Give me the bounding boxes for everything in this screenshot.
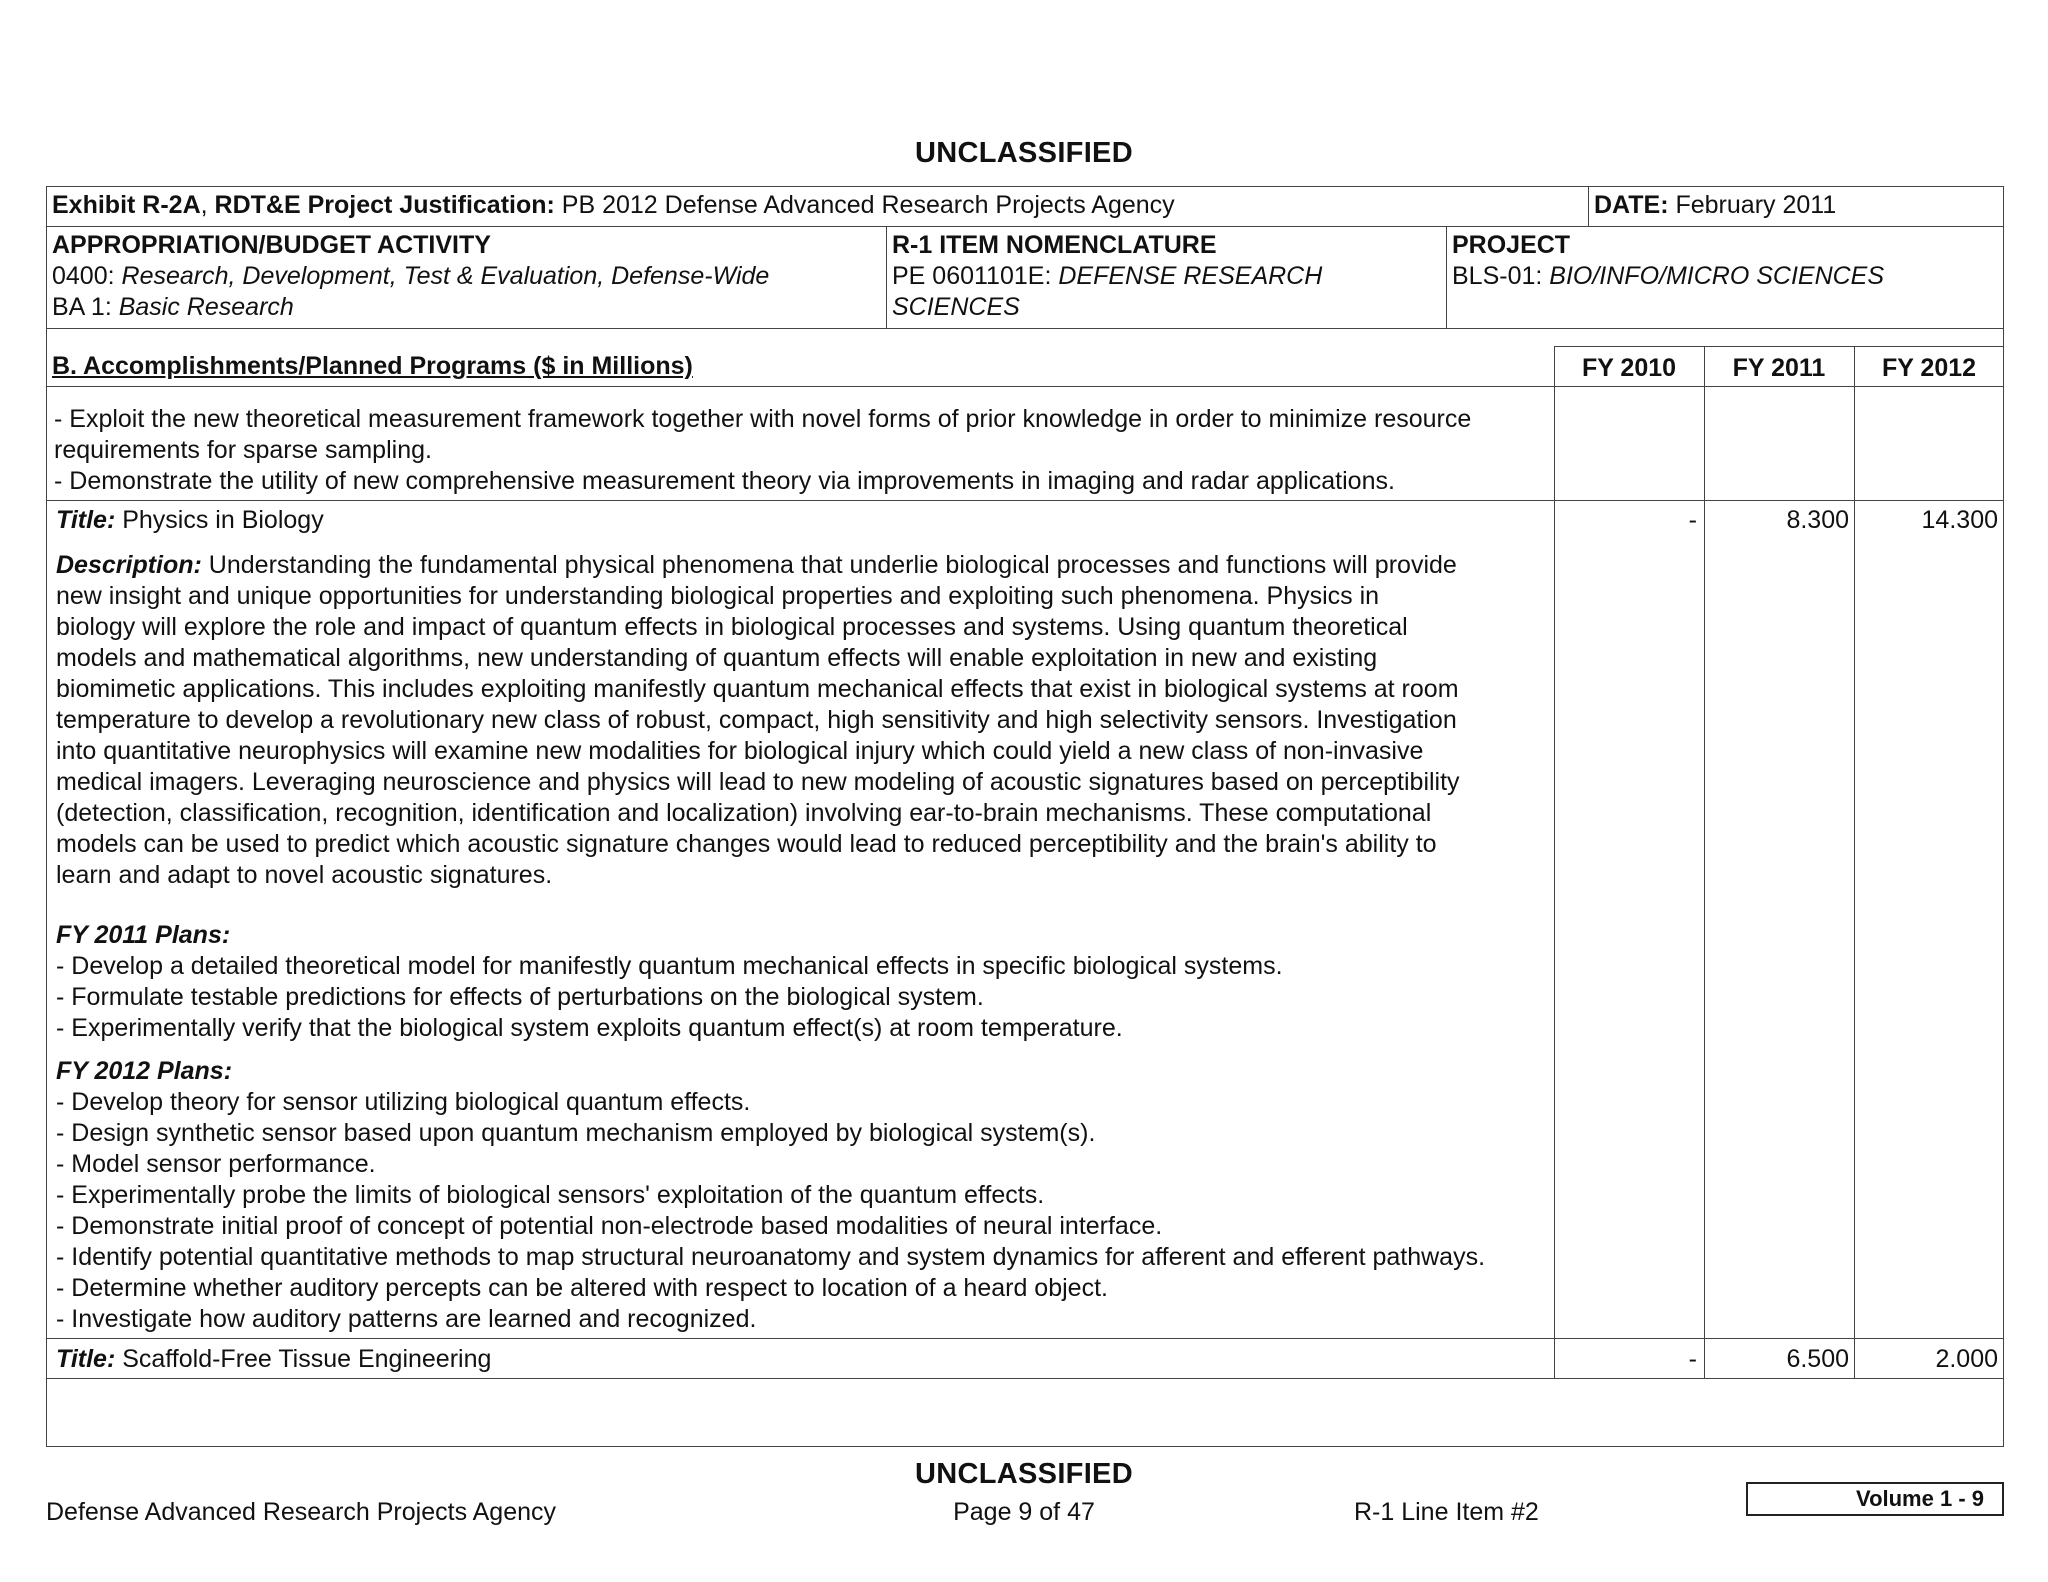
exhibit-title: Exhibit R-2A, RDT&E Project Justification: PB 2012 Defense Advanced Research Projects Agency [52, 191, 1175, 219]
appropriation-cell: APPROPRIATION/BUDGET ACTIVITY 0400: Research, Development, Test & Evaluation, Defense-Wide BA 1: Basic Research [52, 230, 882, 323]
fy2012-plans [56, 1056, 1552, 1335]
item2-title-value: Scaffold-Free Tissue Engineering [115, 1345, 492, 1373]
continuation-line: - Exploit the new theoretical measurement framework together with novel forms of prior knowledge in order to minimize resource [54, 405, 1472, 433]
plan-item: - Determine whether auditory percepts can be altered with respect to location of a heard object. [56, 1274, 1108, 1302]
classification-footer: UNCLASSIFIED [915, 1458, 1133, 1490]
item2-fy2010-value: - [1688, 1345, 1697, 1373]
plan-item: - Experimentally verify that the biological system exploits quantum effect(s) at room temperature. [56, 1014, 1123, 1042]
continuation-line: requirements for sparse sampling. [54, 436, 432, 464]
nomenclature-value: DEFENSE RESEARCH [1058, 262, 1323, 290]
exhibit-label: Exhibit R-2A [52, 191, 201, 219]
item2-fy2011-value: 6.500 [1786, 1345, 1849, 1373]
classification-header: UNCLASSIFIED [915, 137, 1133, 169]
fy2011-plans-label: FY 2011 Plans: [56, 921, 231, 949]
volume-badge: Volume 1 - 9 [1746, 1482, 2004, 1516]
item2-title: Title: Scaffold-Free Tissue Engineering [56, 1345, 492, 1373]
plan-item: - Model sensor performance. [56, 1150, 376, 1178]
item2-fy2012-value: 2.000 [1935, 1345, 1998, 1373]
plan-item: - Develop a detailed theoretical model for manifestly quantum mechanical effects in specific biological systems. [56, 952, 1283, 980]
appropriation-label: APPROPRIATION/BUDGET ACTIVITY [52, 231, 491, 259]
plan-item: - Identify potential quantitative methods to map structural neuroanatomy and system dynamics for afferent and efferent pathways. [56, 1243, 1486, 1271]
section-title: B. Accomplishments/Planned Programs ($ in Millions) [52, 352, 693, 380]
footer-page-number: Page 9 of 47 [953, 1498, 1095, 1526]
plan-item: - Investigate how auditory patterns are learned and recognized. [56, 1305, 757, 1333]
project-value: BIO/INFO/MICRO SCIENCES [1549, 262, 1885, 290]
fy2012-plans-label: FY 2012 Plans: [56, 1057, 233, 1085]
item1-fy2010-value: - [1688, 506, 1697, 534]
item1-title: Title: Physics in Biology [56, 506, 324, 534]
footer-agency: Defense Advanced Research Projects Agency [46, 1498, 557, 1526]
date-value: February 2011 [1668, 191, 1837, 219]
item1-title-value: Physics in Biology [115, 506, 324, 534]
description-label: Description: [56, 551, 202, 579]
project-cell: PROJECT BLS-01: BIO/INFO/MICRO SCIENCES [1452, 230, 1997, 292]
nomenclature-label: R-1 ITEM NOMENCLATURE [892, 231, 1217, 259]
plan-item: - Design synthetic sensor based upon quantum mechanism employed by biological system(s). [56, 1119, 1096, 1147]
footer-line-item: R-1 Line Item #2 [1354, 1498, 1539, 1526]
nomenclature-cell: R-1 ITEM NOMENCLATURE PE 0601101E: DEFENSE RESEARCH SCIENCES [892, 230, 1442, 323]
item1-fy2012-value: 14.300 [1921, 506, 1998, 534]
justification-value: PB 2012 Defense Advanced Research Projects Agency [554, 191, 1175, 219]
column-header-fy2012: FY 2012 [1881, 354, 1977, 382]
justification-label: RDT&E Project Justification: [214, 191, 555, 219]
continuation-line: - Demonstrate the utility of new comprehensive measurement theory via improvements in imaging and radar applications. [54, 467, 1395, 495]
date-field [1594, 190, 1994, 221]
appropriation-value: Research, Development, Test & Evaluation, Defense-Wide [121, 262, 770, 290]
project-label: PROJECT [1452, 231, 1571, 259]
continuation-text [54, 404, 1550, 497]
plan-item: - Experimentally probe the limits of biological sensors' exploitation of the quantum effects. [56, 1181, 1045, 1209]
plan-item: - Demonstrate initial proof of concept of potential non-electrode based modalities of neural interface. [56, 1212, 1163, 1240]
budget-activity-value: Basic Research [118, 293, 294, 321]
item1-description: Description: Understanding the fundamental physical phenomena that underlie biological processes and functions will provide new insight and unique opportunities for understanding biological properties and exploiting such phenomena. Physics in biology will explore the role and impact of quantum effects in biological processes and systems. Using quantum theoretical models and mathematical algorithms, new understanding of quantum effects will enable exploitation in new and existing biomimetic applications. This includes exploiting manifestly quantum mechanical effects that exist in biological systems at room temperature to develop a revolutionary new class of robust, compact, high sensitivity and high selectivity sensors. Investigation into quantitative neurophysics will examine new modalities for biological injury which could yield a new class of non-invasive medical imagers. Leveraging neuroscience and physics will lead to new modeling of acoustic signatures based on perceptibility (detection, classification, recognition, identification and localization) involving ear-to-brain mechanisms. These computational models can be used to predict which acoustic signature changes would lead to reduced perceptibility and the brain's ability to learn and adapt to novel acoustic signatures. [56, 551, 1460, 889]
date-label: DATE: [1594, 191, 1669, 219]
plan-item: - Develop theory for sensor utilizing biological quantum effects. [56, 1088, 751, 1116]
fy2011-plans [56, 920, 1552, 1044]
plan-item: - Formulate testable predictions for effects of perturbations on the biological system. [56, 983, 984, 1011]
column-header-fy2011: FY 2011 [1732, 354, 1826, 382]
item1-fy2011-value: 8.300 [1786, 506, 1849, 534]
column-header-fy2010: FY 2010 [1581, 354, 1677, 382]
